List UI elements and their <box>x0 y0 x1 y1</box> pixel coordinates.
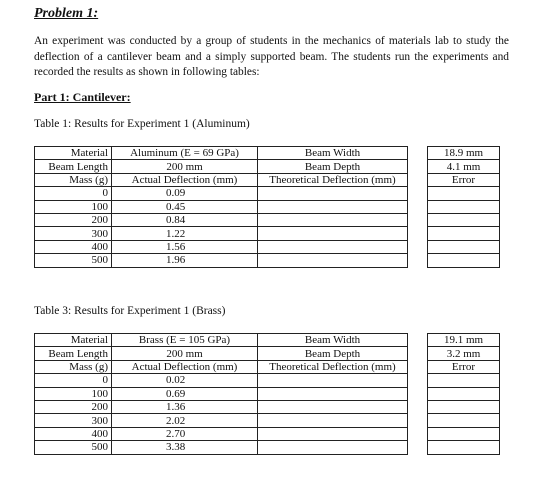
actual-deflection-header: Actual Deflection (mm) <box>112 360 258 373</box>
beam-width-label: Beam Width <box>258 147 408 160</box>
material-label: Material <box>35 334 112 347</box>
table-row: 400 1.56 <box>35 240 500 253</box>
error-header: Error <box>428 173 500 186</box>
beam-depth-value: 3.2 mm <box>428 347 500 360</box>
beam-depth-label: Beam Depth <box>258 347 408 360</box>
table-1 <box>34 146 500 268</box>
table-row: 500 1.96 <box>35 254 500 267</box>
table-row: 300 1.22 <box>35 227 500 240</box>
table-row: 100 0.69 <box>35 387 500 400</box>
beam-width-value: 18.9 mm <box>428 147 500 160</box>
intro-paragraph: An experiment was conducted by a group of students in the mechanics of materials lab to study the deflection of a cantilever beam and a simply supported beam. The students run the experiments and recorded the results as shown in following tables: <box>34 35 509 78</box>
part-title: Part 1: Cantilever: <box>34 90 131 104</box>
error-header: Error <box>428 360 500 373</box>
beam-length-label: Beam Length <box>35 160 112 173</box>
theoretical-deflection-header: Theoretical Deflection (mm) <box>258 360 408 373</box>
mass-header: Mass (g) <box>35 173 112 186</box>
theoretical-deflection-header: Theoretical Deflection (mm) <box>258 173 408 186</box>
mass-header: Mass (g) <box>35 360 112 373</box>
beam-width-value: 19.1 mm <box>428 334 500 347</box>
table-row: 200 0.84 <box>35 213 500 226</box>
table-3-caption: Table 3: Results for Experiment 1 (Brass) <box>34 305 226 317</box>
actual-deflection-header: Actual Deflection (mm) <box>112 173 258 186</box>
beam-width-label: Beam Width <box>258 334 408 347</box>
table-row: 0 0.09 <box>35 187 500 200</box>
table-row: 100 0.45 <box>35 200 500 213</box>
beam-length-label: Beam Length <box>35 347 112 360</box>
beam-depth-label: Beam Depth <box>258 160 408 173</box>
material-label: Material <box>35 147 112 160</box>
table-row: 0 0.02 <box>35 374 500 387</box>
beam-depth-value: 4.1 mm <box>428 160 500 173</box>
table-3 <box>34 333 500 455</box>
table-row: 400 2.70 <box>35 427 500 440</box>
table-row: 200 1.36 <box>35 400 500 413</box>
table-1-caption: Table 1: Results for Experiment 1 (Aluminum) <box>34 118 250 130</box>
table-row: 500 3.38 <box>35 441 500 454</box>
problem-title: Problem 1: <box>34 6 99 21</box>
material-value: Aluminum (E = 69 GPa) <box>112 147 258 160</box>
beam-length-value: 200 mm <box>112 160 258 173</box>
beam-length-value: 200 mm <box>112 347 258 360</box>
table-row: 300 2.02 <box>35 414 500 427</box>
material-value: Brass (E = 105 GPa) <box>112 334 258 347</box>
